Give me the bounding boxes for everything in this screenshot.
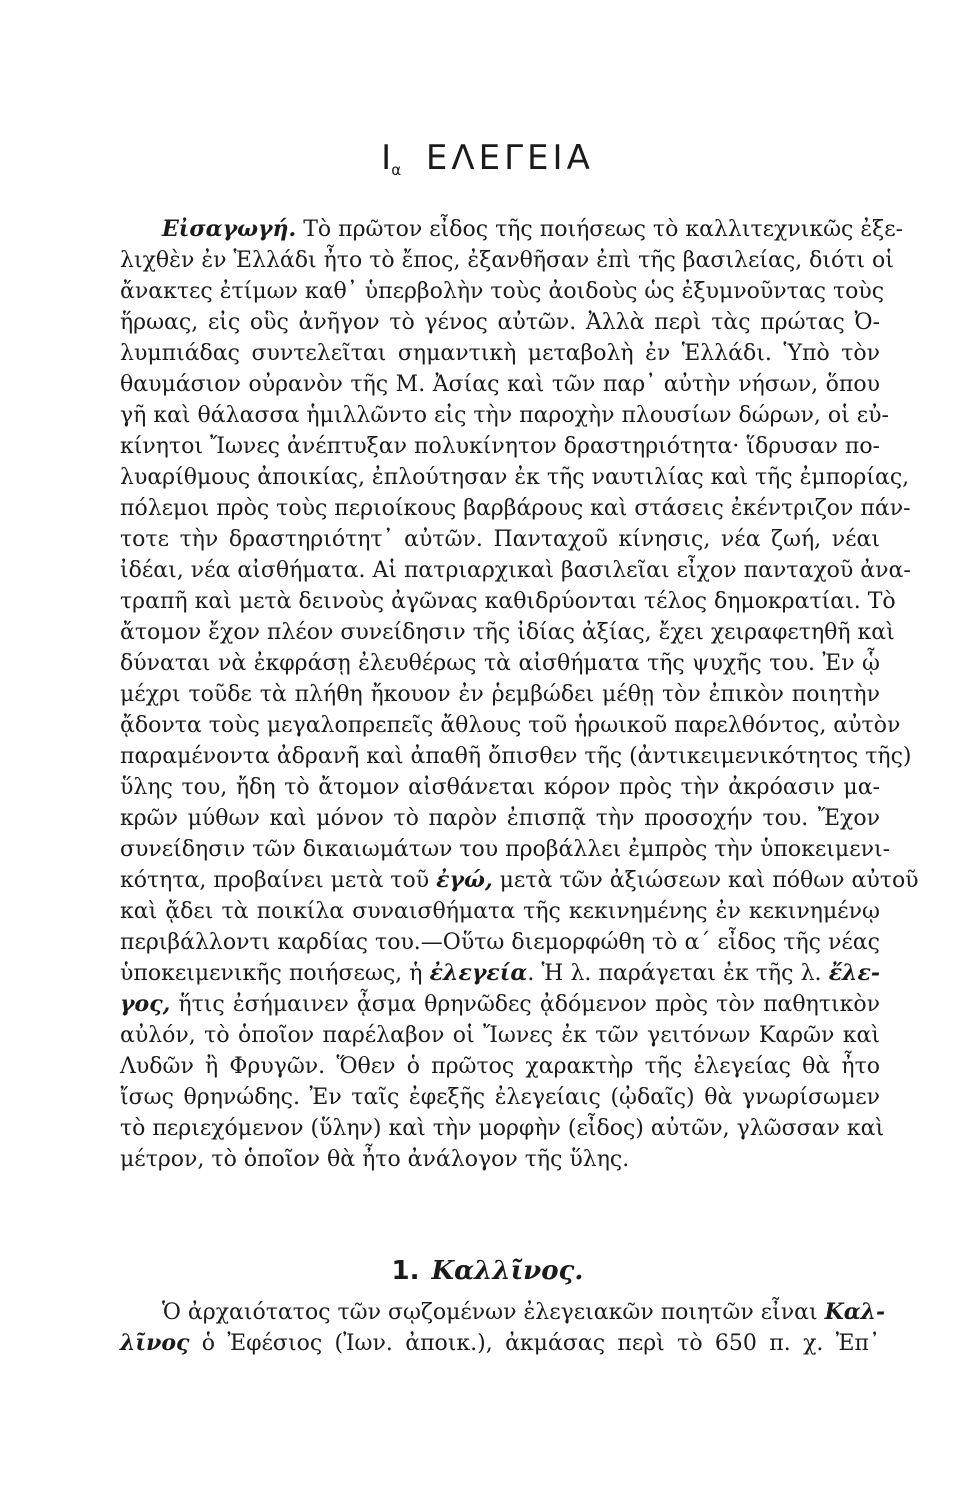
emphasis-kallinos: Καλ- (824, 1299, 886, 1325)
text-line: Ὁ ἀρχαιότατος τῶν σῳζομένων ἐλεγειακῶν ποιητῶν εἶναι Καλ- (162, 1299, 886, 1325)
text-line: τραπῆ καὶ μετὰ δεινοὺς ἀγῶνας καθιδρύονται τέλος δημοκρατίαι. Τὸ (120, 589, 896, 614)
text-line: αὐλόν, τὸ ὁποῖον παρέλαβον οἱ Ἴωνες ἐκ τῶν γειτόνων Καρῶν καὶ (120, 1023, 880, 1048)
text-line: κρῶν μύθων καὶ μόνον τὸ παρὸν ἐπισπᾷ τὴν προσοχήν του. Ἔχον (120, 806, 880, 831)
text-line: ἴσως θρηνώδης. Ἐν ταῖς ἐφεξῆς ἐλεγείαις (ᾠδαῖς) θὰ γνωρίσωμεν (120, 1085, 880, 1110)
text-line: ἄνακτες ἐτίμων καθ᾽ ὑπερβολὴν τοὺς ἀοιδοὺς ὡς ἐξυμνοῦντας τοὺς (120, 279, 885, 304)
emphasis-elegos-end: γος, (120, 991, 171, 1017)
text-line: γῆ καὶ θάλασσα ἡμιλλῶντο εἰς τὴν παροχὴν πλουσίων δώρων, οἱ εὐ- (120, 403, 889, 428)
text-line: Εἰσαγωγή. Τὸ πρῶτον εἶδος τῆς ποιήσεως τὸ καλλιτεχνικῶς ἐξε- (162, 216, 904, 242)
text-line: ὑποκειμενικῆς ποιήσεως, ἡ ἐλεγεία. Ἡ λ. παράγεται ἐκ τῆς λ. ἔλε- (120, 960, 880, 986)
chapter-heading (0, 138, 975, 179)
text-line: συνείδησιν τῶν δικαιωμάτων του προβάλλει ἐμπρὸς τὴν ὑποκειμενι- (120, 837, 891, 862)
text-line: κότητα, προβαίνει μετὰ τοῦ ἐγώ, μετὰ τῶν ἀξιώσεων καὶ πόθων αὐτοῦ (120, 867, 919, 893)
text-line: ἥρωας, εἰς οὓς ἀνῆγον τὸ γένος αὐτῶν. Ἀλλὰ περὶ τὰς πρώτας Ὀ- (120, 310, 880, 335)
section-title: Καλλῖνος. (431, 1256, 584, 1286)
text-line: γος, ἥτις ἐσήμαινεν ᾆσμα θρηνῶδες ᾀδόμενον πρὸς τὸν παθητικὸν (120, 991, 880, 1017)
chapter-number-sub: α (391, 161, 402, 179)
text-line: δύναται νὰ ἐκφράσῃ ἐλευθέρως τὰ αἰσθήματα τῆς ψυχῆς του. Ἐν ᾧ (120, 651, 880, 676)
text-line: παραμένοντα ἀδρανῆ καὶ ἀπαθῆ ὄπισθεν τῆς (ἀντικειμενικότητος τῆς) (120, 744, 912, 769)
text-line: λῖνος ὁ Ἐφέσιος (Ἰων. ἀποικ.), ἀκμάσας περὶ τὸ 650 π. χ. Ἐπ᾽ (120, 1330, 880, 1356)
text-line: μέχρι τοῦδε τὰ πλήθη ἤκουον ἐν ῥεμβώδει μέθῃ τὸν ἐπικὸν ποιητὴν (120, 682, 880, 707)
emphasis-elegeia: ἐλεγεία (429, 960, 528, 986)
chapter-title: ΕΛΕΓΕΙΑ (425, 138, 594, 178)
text-line: θαυμάσιον οὐρανὸν τῆς Μ. Ἀσίας καὶ τῶν παρ᾽ αὐτὴν νήσων, ὅπου (120, 372, 880, 397)
text-line: κίνητοι Ἴωνες ἀνέπτυξαν πολυκίνητον δραστηριότητα· ἵδρυσαν πο- (120, 434, 880, 459)
intro-paragraph (120, 214, 919, 1175)
text-line: ὕλης του, ἤδη τὸ ἄτομον αἰσθάνεται κόρον πρὸς τὴν ἀκρόασιν μα- (120, 775, 880, 800)
section-heading (0, 1256, 975, 1286)
text-line: περιβάλλοντι καρδίας του.—Οὕτω διεμορφώθη τὸ α΄ εἶδος τῆς νέας (120, 930, 880, 955)
emphasis-elegos: ἔλε- (828, 960, 880, 986)
text-line: τοτε τὴν δραστηριότητ᾽ αὐτῶν. Πανταχοῦ κίνησις, νέα ζωή, νέαι (120, 527, 880, 552)
text-line: καὶ ᾄδει τὰ ποικίλα συναισθήματα τῆς κεκινημένης ἐν κεκινημένῳ (120, 899, 880, 924)
text-line: μέτρον, τὸ ὁποῖον θὰ ἦτο ἀνάλογον τῆς ὕλης. (120, 1147, 630, 1172)
section-number: 1. (391, 1256, 420, 1286)
emphasis-kallinos-end: λῖνος (120, 1330, 190, 1356)
text-line: ἰδέαι, νέα αἰσθήματα. Αἱ πατριαρχικαὶ βασιλεῖαι εἶχον πανταχοῦ ἀνα- (120, 558, 911, 583)
text-line: ᾄδοντα τοὺς μεγαλοπρεπεῖς ἄθλους τοῦ ἡρωικοῦ παρελθόντος, αὐτὸν (120, 713, 901, 738)
text-line: τὸ περιεχόμενον (ὕλην) καὶ τὴν μορφὴν (εἶδος) αὐτῶν, γλῶσσαν καὶ (120, 1116, 885, 1141)
intro-label: Εἰσαγωγή. (162, 216, 297, 242)
section-paragraph (120, 1297, 886, 1359)
emphasis-ego: ἐγώ, (436, 867, 493, 893)
chapter-number: I (381, 138, 392, 178)
text-line: λυαρίθμους ἀποικίας, ἐπλούτησαν ἐκ τῆς ναυτιλίας καὶ τῆς ἐμπορίας, (120, 465, 910, 490)
text-line: πόλεμοι πρὸς τοὺς περιοίκους βαρβάρους καὶ στάσεις ἐκέντριζον πάν- (120, 496, 911, 521)
text-line: ἄτομον ἔχον πλέον συνείδησιν τῆς ἰδίας ἀξίας, ἔχει χειραφετηθῆ καὶ (120, 620, 895, 645)
text-line: Λυδῶν ἢ Φρυγῶν. Ὅθεν ὁ πρῶτος χαρακτὴρ τῆς ἐλεγείας θὰ ἦτο (120, 1054, 880, 1079)
text-line: λυμπιάδας συντελεῖται σημαντικὴ μεταβολὴ ἐν Ἑλλάδι. Ὑπὸ τὸν (120, 341, 880, 366)
text-line: λιχθὲν ἐν Ἑλλάδι ἦτο τὸ ἔπος, ἐξανθῆσαν ἐπὶ τῆς βασιλείας, διότι οἱ (120, 248, 894, 273)
